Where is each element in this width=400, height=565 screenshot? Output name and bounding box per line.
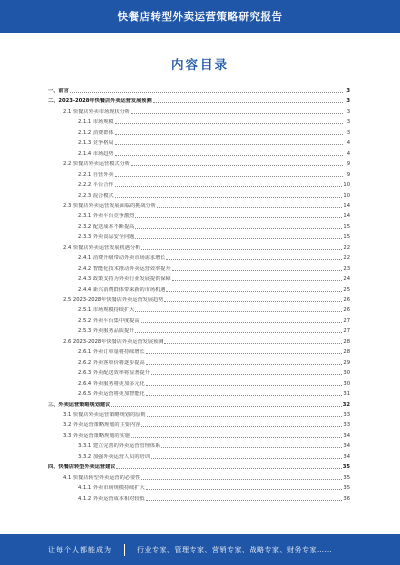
toc-leader-dots	[131, 113, 343, 114]
toc-entry-title: 3.2 外卖运营策略规划的主要内容	[63, 422, 141, 429]
toc-entry[interactable]	[78, 149, 350, 157]
toc-leader-dots	[147, 416, 343, 417]
toc-entry[interactable]	[63, 295, 350, 303]
toc-page-number: 3	[346, 108, 350, 115]
toc-leader-dots	[151, 458, 342, 459]
toc-entry[interactable]	[78, 117, 350, 125]
toc-entry[interactable]	[78, 264, 350, 272]
toc-page-number: 30	[343, 380, 350, 387]
toc-entry-title: 2.3.1 外卖平台竞争激烈	[78, 213, 135, 220]
toc-page-number: 33	[343, 411, 350, 418]
toc-leader-dots	[172, 270, 343, 271]
toc-entry[interactable]	[78, 170, 350, 178]
toc-entry[interactable]	[48, 462, 350, 470]
toc-page-number: 25	[343, 286, 350, 293]
toc-leader-dots	[70, 92, 343, 93]
toc-entry-title: 2.6.5 外卖运营将更加智能化	[78, 391, 145, 398]
toc-entry[interactable]	[63, 473, 350, 481]
toc-entry-title: 2.5.2 外卖平台集中度提高	[78, 317, 140, 324]
toc-entry-title: 2.2 快餐店外卖运营模式分析	[63, 161, 130, 168]
toc-page-number: 26	[343, 307, 350, 314]
toc-leader-dots	[172, 280, 343, 281]
toc-entry-title: 2.4.2 智能化技术推动外卖运营效率提升	[78, 265, 171, 272]
toc-entry[interactable]	[63, 201, 350, 209]
toc-leader-dots	[146, 489, 343, 490]
toc-entry-title: 四、快餐店转型外卖运营建议	[48, 464, 116, 471]
toc-entry-title: 2.1.3 竞争格局	[78, 140, 114, 147]
toc-leader-dots	[135, 238, 342, 239]
toc-page-number: 15	[343, 234, 350, 241]
toc-entry-title: 2.3.2 配送成本不断提高	[78, 223, 135, 230]
toc-entry[interactable]	[63, 159, 350, 167]
toc-heading: 内容目录	[170, 57, 229, 72]
toc-entry-title: 3.3 外卖运营策略规划的实施	[63, 432, 130, 439]
toc-page-number: 9	[346, 161, 350, 168]
toc-page-number: 34	[343, 432, 350, 439]
toc-entry[interactable]	[78, 441, 350, 449]
toc-entry[interactable]	[78, 379, 350, 387]
toc-leader-dots	[111, 406, 342, 407]
toc-leader-dots	[146, 395, 343, 396]
toc-page-number: 35	[343, 485, 350, 492]
toc-page-number: 10	[343, 192, 350, 199]
toc-page-number: 4	[346, 150, 350, 157]
toc-entry[interactable]	[78, 232, 350, 240]
toc-entry-title: 2.4.4 新兴消费群体带来新的市场机遇	[78, 286, 166, 293]
toc-page-number: 22	[343, 255, 350, 262]
toc-entry-title: 3.3.2 加强外卖运营人员的培训	[78, 453, 150, 460]
toc-leader-dots	[166, 291, 342, 292]
toc-page-number: 36	[343, 495, 350, 502]
toc-entry-title: 4.1 快餐店转型外卖运营的必要性	[63, 474, 141, 481]
toc-leader-dots	[131, 165, 343, 166]
toc-entry[interactable]	[48, 96, 350, 104]
toc-page-number: 32	[342, 401, 350, 408]
toc-page-number: 3	[346, 98, 350, 105]
toc-entry-title: 2.3 快餐店外卖运营发展面临的挑战分析	[63, 202, 156, 209]
toc-leader-dots	[115, 197, 343, 198]
toc-leader-dots	[146, 353, 343, 354]
toc-entry-title: 3.3.1 建立完善的外卖运营管理体系	[78, 443, 161, 450]
toc-page-number: 10	[343, 182, 350, 189]
toc-page-number: 27	[343, 328, 350, 335]
footer-divider	[124, 544, 125, 556]
toc-leader-dots	[164, 301, 342, 302]
toc-entry-title: 2.5.3 外卖服务品质提升	[78, 328, 135, 335]
toc-page-number: 27	[343, 317, 350, 324]
toc-entry[interactable]	[78, 305, 350, 313]
footer-slogan: 行业专家、管理专家、营销专家、战略专家、财务专家……	[137, 545, 332, 554]
toc-leader-dots	[115, 176, 343, 177]
toc-entry-title: 三、外卖运营策略规划建议	[48, 401, 111, 408]
toc-entry[interactable]	[63, 337, 350, 345]
toc-entry[interactable]	[78, 128, 350, 136]
toc-entry[interactable]	[78, 368, 350, 376]
toc-entry[interactable]	[63, 431, 350, 439]
toc-entry-title: 2.5.1 市场规模持续扩大	[78, 307, 135, 314]
toc-entry[interactable]	[78, 326, 350, 334]
toc-entry-title: 2.1.1 市场规模	[78, 119, 114, 126]
toc-page-number: 23	[343, 265, 350, 272]
toc-entry-title: 2.6 2023-2028年快餐店外卖运营发展预测	[63, 338, 164, 345]
toc-entry[interactable]	[78, 138, 350, 146]
toc-entry-title: 2.1.2 消费群体	[78, 129, 114, 136]
toc-leader-dots	[135, 311, 342, 312]
document-title: 快餐店转型外卖运营策略研究报告	[117, 11, 283, 23]
toc-page-number: 31	[343, 391, 350, 398]
toc-leader-dots	[141, 426, 342, 427]
toc-leader-dots	[116, 468, 341, 469]
toc-page-number: 26	[343, 297, 350, 303]
toc-entry[interactable]	[78, 191, 350, 199]
toc-entry-title: 3.1 快餐店外卖运营策略规划的原则	[63, 411, 146, 418]
toc-leader-dots	[115, 186, 343, 187]
toc-entry[interactable]	[63, 410, 350, 418]
toc-entry-title: 2.2.3 混合模式	[78, 192, 114, 199]
toc-leader-dots	[141, 322, 343, 323]
toc-entry[interactable]	[78, 452, 350, 460]
toc-entry-title: 4.1.1 外卖市场规模持续扩大	[78, 485, 145, 492]
toc-entry[interactable]	[78, 389, 350, 397]
toc-entry-title: 二、2023-2028年快餐店外卖运营发展预测	[48, 98, 152, 105]
toc-leader-dots	[115, 144, 343, 145]
toc-page-number: 14	[343, 213, 350, 220]
toc-entry[interactable]	[78, 253, 350, 261]
toc-entry[interactable]	[78, 494, 350, 502]
toc-entry[interactable]	[78, 211, 350, 219]
toc-page-number: 33	[343, 422, 350, 429]
toc-page-number: 3	[346, 88, 350, 94]
toc-page-number: 4	[346, 140, 350, 147]
footer-banner	[0, 534, 400, 565]
toc-entry-title: 2.4 快餐店外卖运营发展机遇分析	[63, 244, 141, 251]
toc-page-number: 3	[346, 119, 350, 126]
toc-page-number: 34	[343, 453, 350, 460]
toc-entry[interactable]	[78, 347, 350, 355]
footer-brand: 让每个人都能成为	[48, 545, 112, 554]
toc-page-number: 22	[343, 244, 350, 251]
toc-entry-title: 2.5 2023-2028年快餐店外卖运营发展趋势	[63, 297, 164, 303]
toc-page-number: 28	[343, 349, 350, 356]
toc-leader-dots	[115, 134, 343, 135]
toc-leader-dots	[135, 228, 342, 229]
toc-entry-title: 4.1.2 外卖运营成本相对较低	[78, 495, 145, 502]
toc-entry-title: 2.6.4 外卖服务将更加多元化	[78, 380, 145, 387]
toc-leader-dots	[161, 447, 342, 448]
toc-entry[interactable]	[48, 400, 350, 408]
toc-page-number: 28	[343, 338, 350, 345]
toc-page-number: 34	[343, 443, 350, 450]
toc-page-number: 30	[343, 370, 350, 377]
toc-entry-title: 2.4.1 消费升级带动外卖市场需求增长	[78, 255, 166, 262]
toc-entry[interactable]	[78, 222, 350, 230]
toc-entry-title: 一、前言	[48, 88, 69, 94]
toc-entry[interactable]	[78, 180, 350, 188]
toc-entry-title: 2.1 快餐店外卖市场现状分析	[63, 108, 130, 115]
toc-leader-dots	[141, 249, 342, 250]
toc-page-number: 14	[343, 202, 350, 209]
toc-leader-dots	[115, 123, 343, 124]
toc-leader-dots	[153, 102, 343, 103]
toc-leader-dots	[151, 374, 342, 375]
toc-entry[interactable]	[78, 316, 350, 324]
toc-entry-title: 2.3.3 外卖食品安全问题	[78, 234, 135, 241]
toc-entry[interactable]	[63, 420, 350, 428]
toc-page-number: 35	[342, 464, 350, 471]
toc-entry-title: 2.6.3 外卖配送效率将显著提升	[78, 370, 150, 377]
toc-page-number: 9	[346, 171, 350, 178]
toc-entry[interactable]	[78, 358, 350, 366]
toc-page-number: 3	[346, 129, 350, 136]
toc-page-number: 15	[343, 223, 350, 230]
toc-entry[interactable]	[63, 107, 350, 115]
toc-leader-dots	[131, 437, 342, 438]
toc-leader-dots	[135, 217, 342, 218]
toc-page-number: 35	[343, 474, 350, 481]
toc-leader-dots	[157, 207, 342, 208]
toc-entry[interactable]	[78, 483, 350, 491]
toc-entry[interactable]	[48, 86, 350, 94]
toc-entry-title: 2.6.2 外卖客单价将逐步提高	[78, 359, 145, 366]
toc-entry[interactable]	[63, 243, 350, 251]
toc-entry-title: 2.2.2 平台合作	[78, 182, 114, 189]
toc-leader-dots	[141, 479, 342, 480]
toc-entry-title: 2.6.1 外卖订单量将持续增长	[78, 349, 145, 356]
toc-entry-title: 2.1.4 市场趋势	[78, 150, 114, 157]
toc-page-number: 24	[343, 276, 350, 283]
toc-leader-dots	[146, 500, 343, 501]
toc-leader-dots	[164, 343, 342, 344]
toc-entry-title: 2.4.3 政策支持为外卖行业发展提供保障	[78, 276, 171, 283]
toc-leader-dots	[146, 364, 343, 365]
toc-leader-dots	[146, 385, 343, 386]
toc-page-number: 29	[343, 359, 350, 366]
toc-entry[interactable]	[78, 285, 350, 293]
toc-entry-title: 2.2.1 自营外卖	[78, 171, 114, 178]
toc-leader-dots	[115, 155, 343, 156]
toc-leader-dots	[135, 332, 342, 333]
toc-entry[interactable]	[78, 274, 350, 282]
toc-leader-dots	[166, 259, 342, 260]
